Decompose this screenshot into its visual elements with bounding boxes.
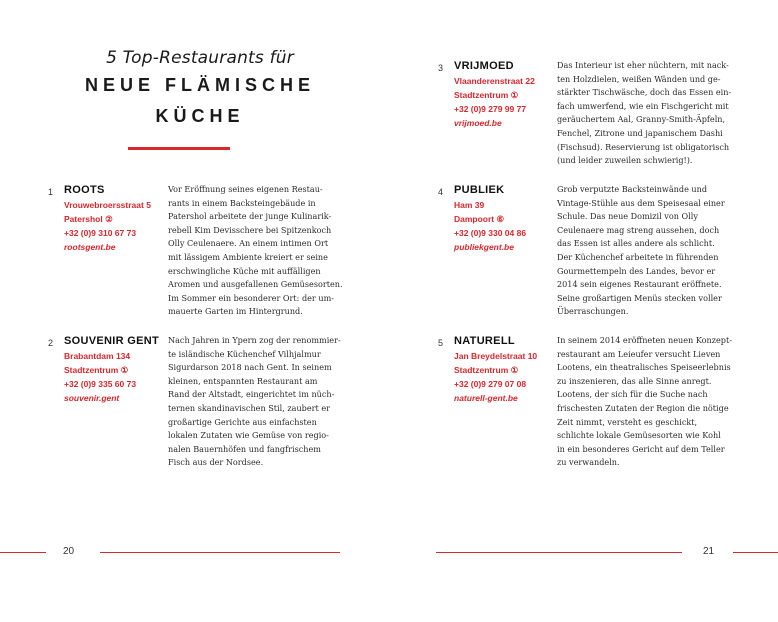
description-line: frischesten Zutaten der Region die nötige: [557, 402, 729, 413]
page-number-right: 21: [703, 546, 715, 557]
restaurant-district: Dampoort ⑥: [454, 214, 505, 224]
description-line: Fisch aus der Nordsee.: [168, 457, 264, 468]
description-line: zu verwandeln.: [557, 457, 620, 468]
page-number-left: 20: [63, 546, 75, 557]
description-line: Lootens, der sich für die Suche nach: [557, 389, 708, 400]
restaurant-address: Vlaanderenstraat 22: [454, 76, 535, 86]
description-line: großartige Gerichte aus einfachsten: [168, 416, 317, 427]
restaurant-website-link[interactable]: publiekgent.be: [454, 242, 514, 252]
description-line: nalen Bauernhöfen und fangfrischem: [168, 443, 321, 454]
description-line: te isländische Küchenchef Vilhjalmur: [168, 348, 321, 359]
description-line: restaurant am Leieufer versucht Lieven: [557, 348, 721, 359]
restaurant-district: Stadtzentrum ①: [454, 90, 519, 100]
description-line: In seinem 2014 eröffneten neuen Konzept-: [557, 335, 732, 345]
restaurant-phone[interactable]: +32 (0)9 279 07 08: [454, 379, 527, 389]
description-line: (und leider zuweilen schwierig!).: [557, 155, 693, 166]
restaurant-website-link[interactable]: vrijmoed.be: [454, 118, 502, 128]
description-line: Aromen und ausgefallenen Gemüsesorten.: [168, 279, 343, 290]
restaurant-info: [454, 198, 526, 254]
entry-number: 2: [48, 338, 54, 348]
title-heading-line1: NEUE FLÄMISCHE: [84, 75, 315, 95]
description-line: Ceulenaere mag streng aussehen, doch: [557, 224, 720, 235]
title-heading-line2: KÜCHE: [155, 106, 245, 126]
description-line: rants in einem Backsteingebäude in: [168, 197, 316, 208]
description-line: das Essen ist alles andere als schlicht.: [557, 238, 715, 249]
description-line: Grob verputzte Backsteinwände und: [557, 184, 708, 194]
restaurant-info: [64, 198, 151, 254]
restaurant-phone[interactable]: +32 (0)9 310 67 73: [64, 228, 137, 238]
restaurant-description: [557, 183, 725, 319]
restaurant-address: Ham 39: [454, 200, 485, 210]
restaurant-address: Jan Breydelstraat 10: [454, 351, 538, 361]
entry-number: 4: [438, 187, 444, 197]
description-line: Vintage-Stühle aus dem Speisesaal einer: [557, 197, 725, 208]
restaurant-district: Patershol ②: [64, 214, 113, 224]
description-line: fach umwerfend, wie ein Fischgericht mit: [557, 100, 729, 111]
description-line: mauerte Garten im Hintergrund.: [168, 306, 303, 317]
description-line: Zeit nimmt, versteht es geschickt,: [557, 416, 698, 427]
restaurant-district: Stadtzentrum ①: [454, 365, 519, 375]
description-line: erschwingliche Küche mit auffälligen: [168, 265, 321, 276]
restaurant-description: [168, 334, 341, 470]
restaurant-address: Brabantdam 134: [64, 351, 131, 361]
description-line: Seine großartigen Menüs stecken voller: [557, 292, 722, 303]
entry-number: 1: [48, 187, 54, 197]
description-line: (Fischsud). Reservierung ist obligatorisch: [557, 141, 730, 152]
description-line: Sigurdarson 2018 nach Gent. In seinem: [168, 362, 332, 373]
description-line: Überraschungen.: [557, 306, 629, 317]
restaurant-name: NATURELL: [454, 335, 515, 347]
restaurant-name: SOUVENIR GENT: [64, 335, 159, 347]
restaurant-district: Stadtzentrum ①: [64, 365, 129, 375]
description-line: in ein besonderes Gericht auf dem Teller: [557, 443, 725, 454]
restaurant-name: VRIJMOED: [454, 60, 514, 72]
restaurant-phone[interactable]: +32 (0)9 279 99 77: [454, 104, 527, 114]
description-line: lokalen Zutaten wie Gemüse von regio-: [168, 430, 329, 441]
description-line: kleinen, entspannten Restaurant am: [168, 375, 318, 386]
restaurant-website-link[interactable]: rootsgent.be: [64, 242, 116, 252]
restaurant-description: [557, 334, 732, 470]
description-line: ten Holzdielen, weißen Wänden und ge-: [557, 73, 721, 84]
restaurant-info: [454, 349, 537, 405]
description-line: Das Interieur ist eher nüchtern, mit nack-: [557, 60, 729, 70]
restaurant-website-link[interactable]: naturell-gent.be: [454, 393, 518, 403]
restaurant-name: PUBLIEK: [454, 184, 505, 196]
footer-rule-right-inner: [436, 552, 682, 553]
description-line: Olly Ceulenaere. An einem intimen Ort: [168, 238, 329, 249]
chapter-title: [60, 48, 340, 130]
entry-number: 3: [438, 63, 444, 73]
description-line: rebell Kim Devisschere bei Spitzenkoch: [168, 224, 332, 235]
title-subtitle: 5 Top-Restaurants für: [106, 48, 294, 68]
footer-rule-left-inner: [100, 552, 340, 553]
description-line: ternen skandinavischen Stil, zaubert er: [168, 402, 330, 413]
restaurant-address: Vrouwebroersstraat 5: [64, 200, 151, 210]
restaurant-description: [168, 183, 343, 319]
entry-number: 5: [438, 338, 444, 348]
restaurant-website-link[interactable]: souvenir.gent: [64, 393, 120, 403]
restaurant-info: [454, 74, 535, 130]
restaurant-phone[interactable]: +32 (0)9 335 60 73: [64, 379, 137, 389]
restaurant-info: [64, 349, 136, 405]
description-line: geräuchertem Aal, Granny-Smith-Äpfeln,: [557, 114, 726, 125]
title-divider: [128, 147, 230, 150]
description-line: stärkter Tischwäsche, doch das Essen ein-: [557, 87, 732, 98]
description-line: 2014 sein eigenes Restaurant eröffnete.: [557, 279, 722, 290]
description-line: mit lässigem Ambiente kreiert er seine: [168, 251, 328, 262]
footer-rule-right-outer: [733, 552, 778, 553]
description-line: Der Küchenchef arbeitete in führenden: [557, 251, 719, 262]
description-line: Lootens, ein theatralisches Speiseerlebnis: [557, 362, 731, 373]
description-line: Im Sommer ein besonderer Ort: der um-: [168, 292, 334, 303]
restaurant-description: [557, 59, 731, 168]
description-line: schlichte lokale Gemüsesorten wie Kohl: [557, 430, 721, 441]
description-line: Rand der Altstadt, eingerichtet im nüch-: [168, 389, 335, 400]
footer-rule-left-outer: [0, 552, 46, 553]
restaurant-name: ROOTS: [64, 184, 105, 196]
description-line: Patershol arbeitete der junge Kulinarik-: [168, 211, 332, 222]
description-line: Gourmettempeln des Landes, bevor er: [557, 265, 716, 276]
description-line: Fenchel, Zitrone und japanischem Dashi: [557, 127, 723, 138]
description-line: Vor Eröffnung seines eigenen Restau-: [168, 184, 323, 194]
description-line: zu inszenieren, das alle Sinne anregt.: [557, 375, 712, 386]
restaurant-phone[interactable]: +32 (0)9 330 04 86: [454, 228, 527, 238]
description-line: Nach Jahren in Ypern zog der renommier-: [168, 335, 341, 345]
description-line: Schule. Das neue Domizil von Olly: [557, 211, 698, 222]
